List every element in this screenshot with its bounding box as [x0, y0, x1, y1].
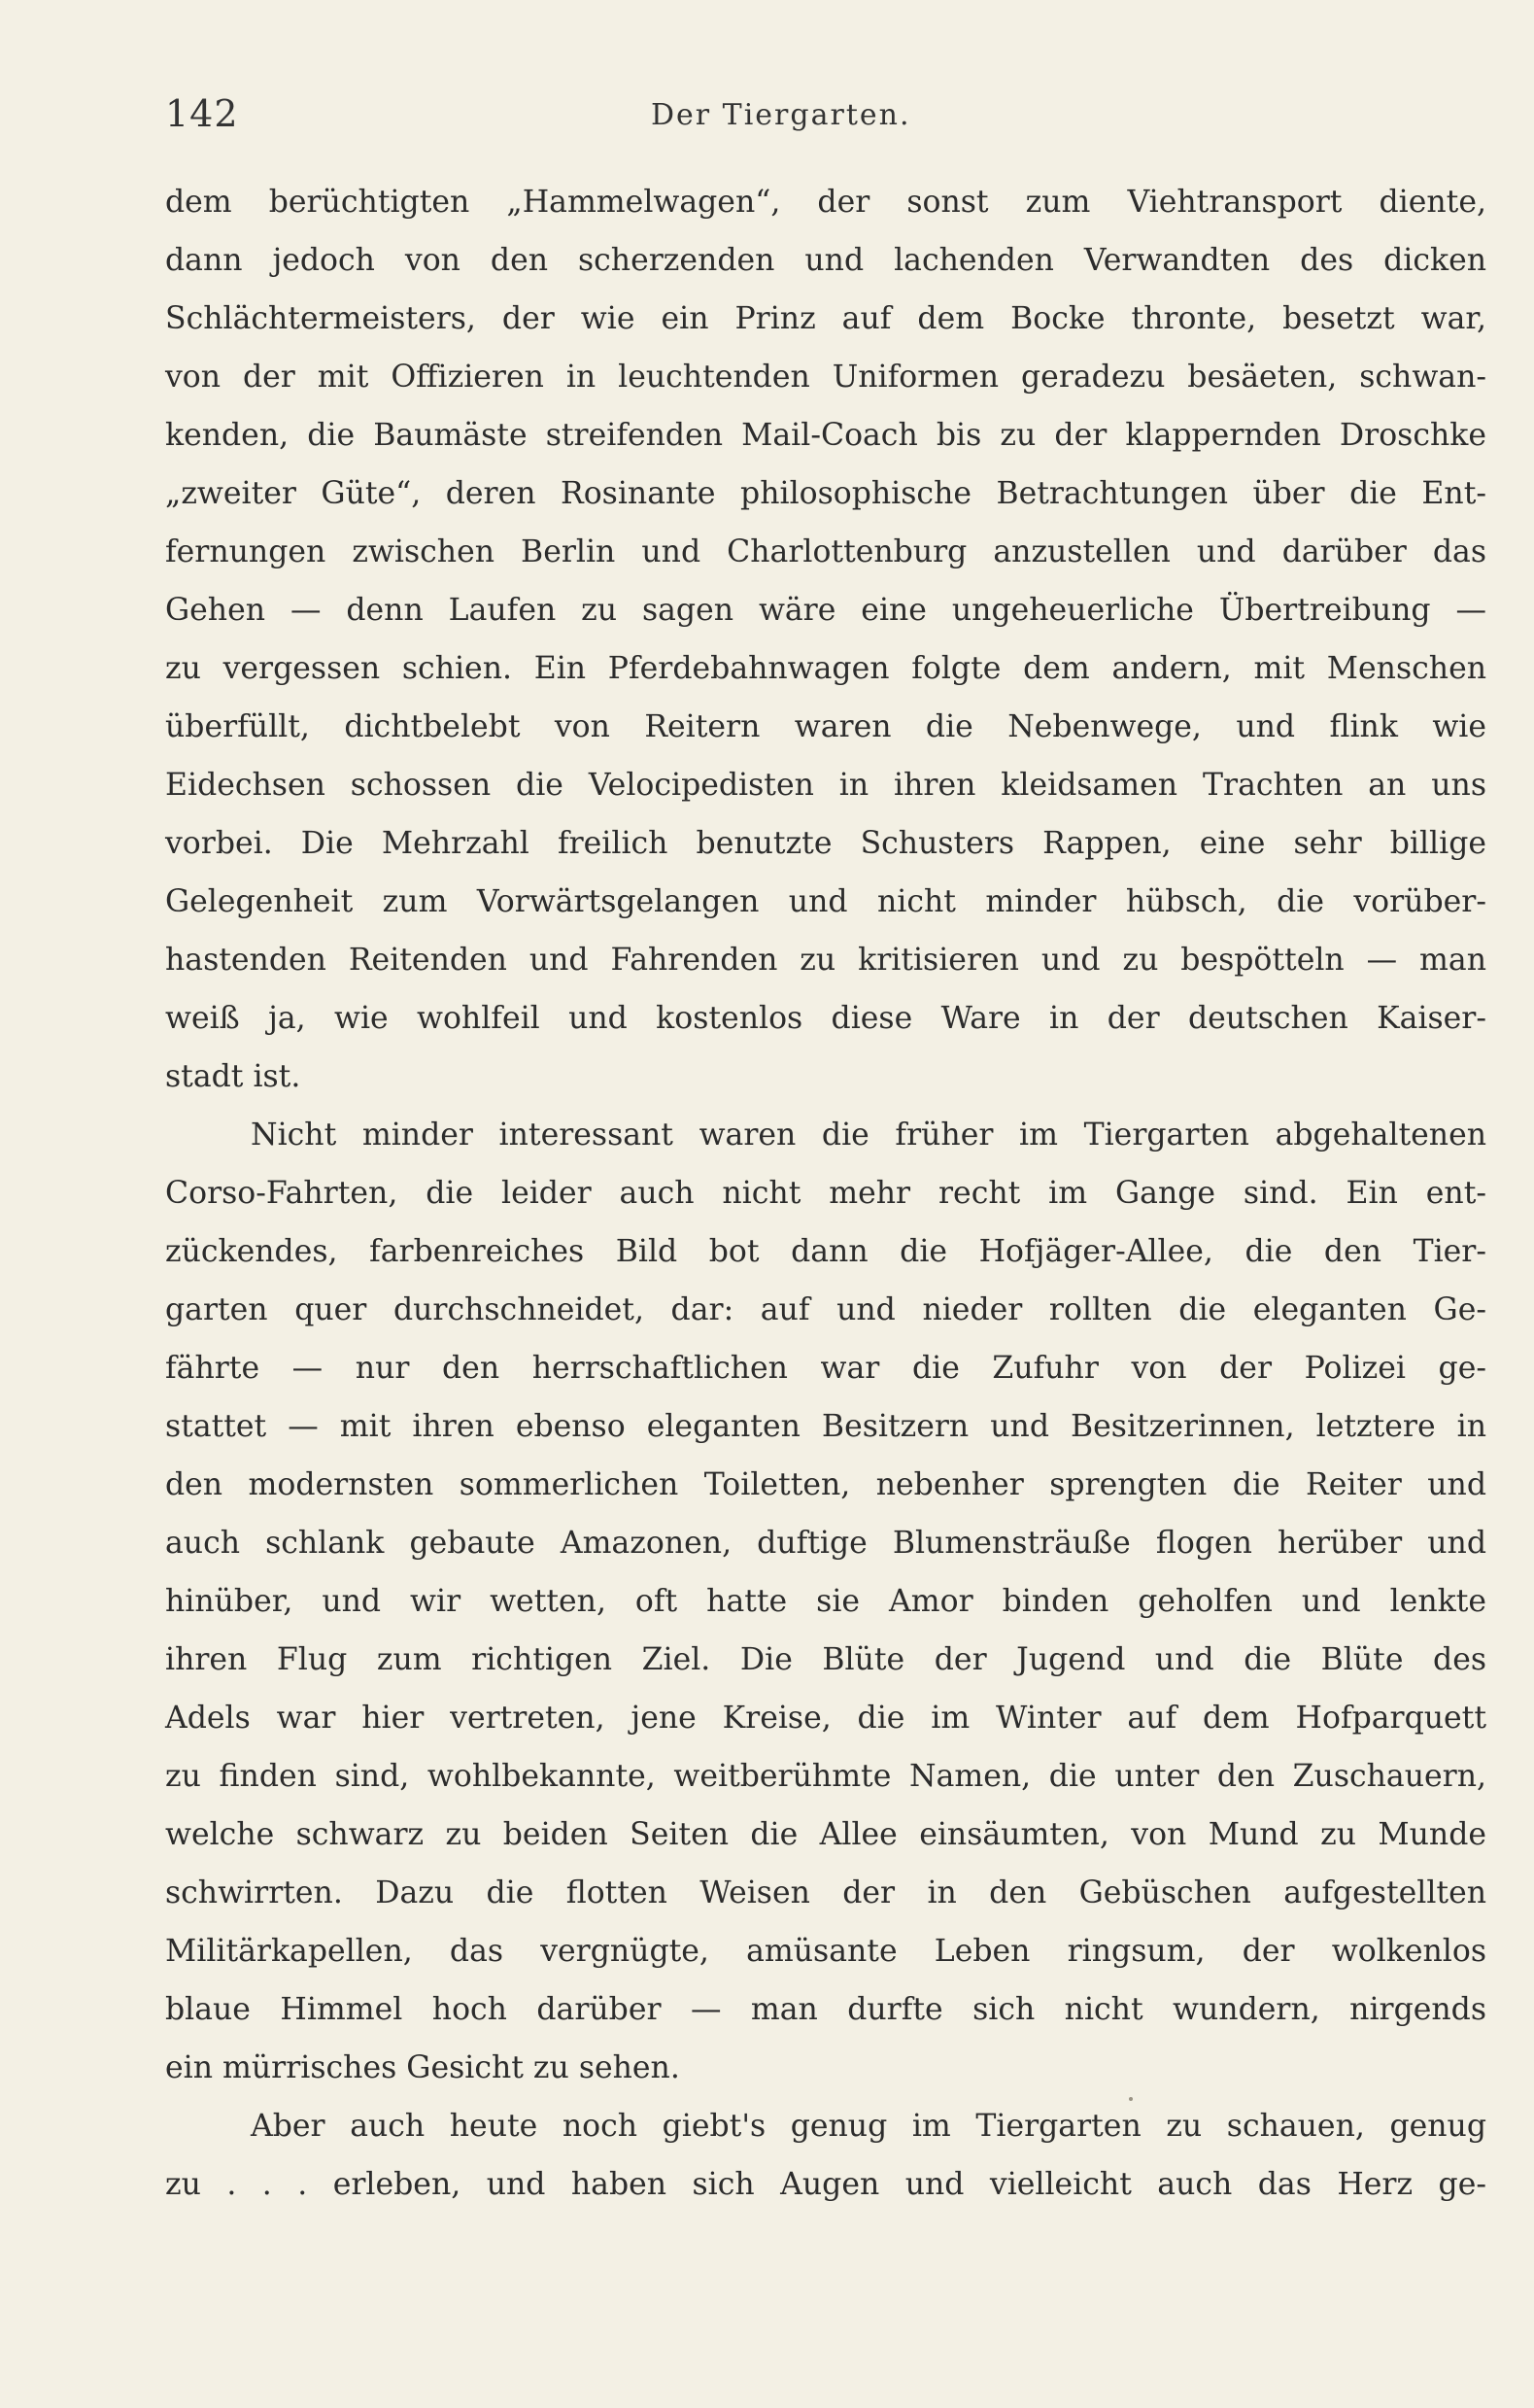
text-line: von der mit Offizieren in leuchtenden Uniformen geradezu besäeten, schwan-	[165, 360, 1486, 395]
text-line: zu . . . erleben, und haben sich Augen und vielleicht auch das Herz ge-	[165, 2167, 1486, 2202]
paper-speck	[1129, 2097, 1133, 2101]
text-line: ein mürrisches Gesicht zu sehen.	[165, 2050, 680, 2085]
text-line: schwirrten. Dazu die flotten Weisen der in den Gebüschen aufgestellten	[165, 1875, 1486, 1910]
text-line: kenden, die Baumäste streifenden Mail-Coach bis zu der klappernden Droschke	[165, 418, 1486, 453]
paragraph-2	[165, 1106, 1486, 2097]
text-line: hinüber, und wir wetten, oft hatte sie Amor binden geholfen und lenkte	[165, 1584, 1486, 1619]
text-line: Gehen — denn Laufen zu sagen wäre eine ungeheuerliche Übertreibung —	[165, 593, 1486, 628]
text-line: stattet — mit ihren ebenso eleganten Besitzern und Besitzerinnen, letztere in	[165, 1409, 1486, 1444]
text-line: weiß ja, wie wohlfeil und kostenlos diese Ware in der deutschen Kaiser-	[165, 1001, 1486, 1036]
text-line: überfüllt, dichtbelebt von Reitern waren die Nebenwege, und flink wie	[165, 709, 1486, 744]
page-number: 142	[165, 92, 239, 135]
text-line: ihren Flug zum richtigen Ziel. Die Blüte der Jugend und die Blüte des	[165, 1642, 1486, 1677]
text-line: stadt ist.	[165, 1059, 301, 1094]
text-line: Aber auch heute noch giebt's genug im Tiergarten zu schauen, genug	[251, 2109, 1486, 2144]
text-line: fährte — nur den herrschaftlichen war die Zufuhr von der Polizei ge-	[165, 1351, 1486, 1386]
text-line: vorbei. Die Mehrzahl freilich benutzte Schusters Rappen, eine sehr billige	[165, 826, 1486, 861]
text-line: zu finden sind, wohlbekannte, weitberühmte Namen, die unter den Zuschauern,	[165, 1759, 1486, 1794]
text-line: hastenden Reitenden und Fahrenden zu kritisieren und zu bespötteln — man	[165, 943, 1486, 978]
paragraph-3	[165, 2097, 1486, 2214]
text-line: zückendes, farbenreiches Bild bot dann die Hofjäger-Allee, die den Tier-	[165, 1234, 1486, 1269]
text-line: welche schwarz zu beiden Seiten die Allee einsäumten, von Mund zu Munde	[165, 1817, 1486, 1852]
text-line: auch schlank gebaute Amazonen, duftige Blumensträuße flogen herüber und	[165, 1526, 1486, 1561]
text-line: blaue Himmel hoch darüber — man durfte sich nicht wundern, nirgends	[165, 1992, 1486, 2027]
page-header	[165, 92, 1525, 141]
text-line: Schlächtermeisters, der wie ein Prinz auf dem Bocke thronte, besetzt war,	[165, 301, 1486, 336]
text-line: dann jedoch von den scherzenden und lachenden Verwandten des dicken	[165, 243, 1486, 278]
running-head: Der Tiergarten.	[651, 98, 911, 132]
paragraph-1	[165, 173, 1486, 1106]
text-line: den modernsten sommerlichen Toiletten, nebenher sprengten die Reiter und	[165, 1467, 1486, 1502]
text-line: garten quer durchschneidet, dar: auf und nieder rollten die eleganten Ge-	[165, 1292, 1486, 1327]
text-line: Adels war hier vertreten, jene Kreise, die im Winter auf dem Hofparquett	[165, 1701, 1486, 1736]
text-line: fernungen zwischen Berlin und Charlottenburg anzustellen und darüber das	[165, 534, 1486, 569]
text-line: Eidechsen schossen die Velocipedisten in ihren kleidsamen Trachten an uns	[165, 768, 1486, 803]
text-line: Gelegenheit zum Vorwärtsgelangen und nicht minder hübsch, die vorüber-	[165, 884, 1486, 919]
body-text	[165, 173, 1486, 2214]
text-line: zu vergessen schien. Ein Pferdebahnwagen folgte dem andern, mit Menschen	[165, 651, 1486, 686]
text-line: Militärkapellen, das vergnügte, amüsante Leben ringsum, der wolkenlos	[165, 1934, 1486, 1969]
text-line: Corso-Fahrten, die leider auch nicht mehr recht im Gange sind. Ein ent-	[165, 1176, 1486, 1211]
text-line: „zweiter Güte“, deren Rosinante philosophische Betrachtungen über die Ent-	[165, 476, 1486, 511]
text-line: Nicht minder interessant waren die früher im Tiergarten abgehaltenen	[251, 1118, 1486, 1152]
text-line: dem berüchtigten „Hammelwagen“, der sonst zum Viehtransport diente,	[165, 185, 1486, 220]
